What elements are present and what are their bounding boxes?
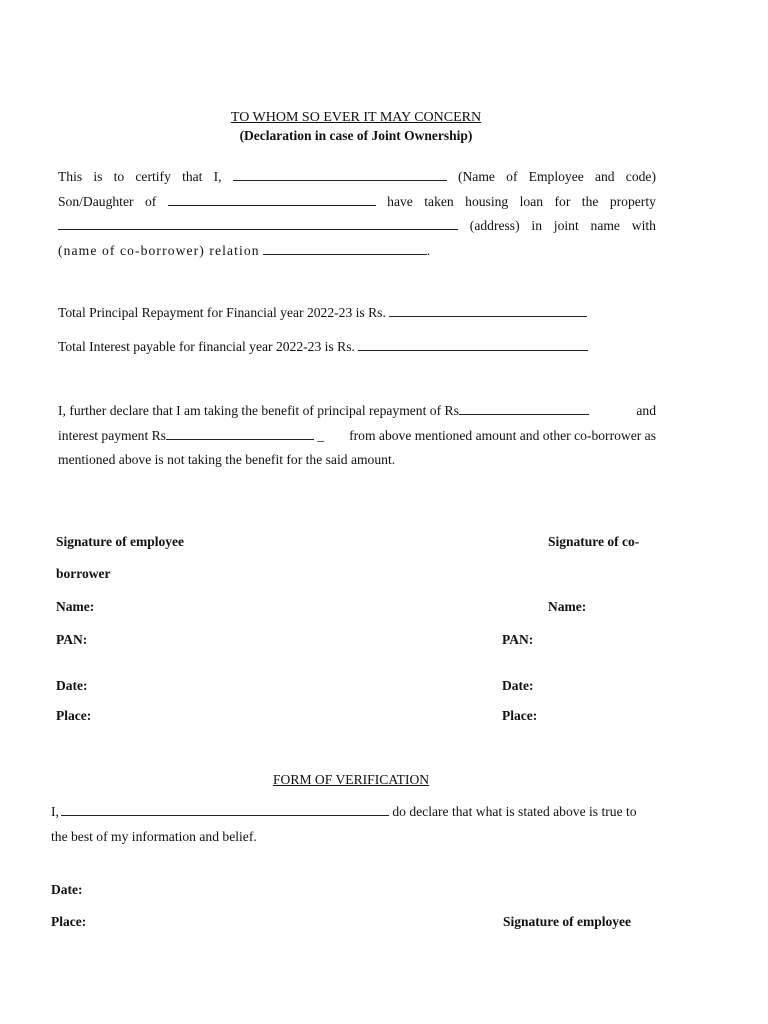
- further-line-2: [58, 428, 656, 453]
- interest-benefit-blank[interactable]: [166, 428, 314, 440]
- further-declaration: [58, 403, 656, 477]
- verification-line-2: the best of my information and belief.: [51, 829, 257, 844]
- employee-place-label: Place:: [56, 708, 92, 723]
- co-borrower-name-label: Name:: [548, 599, 587, 614]
- verification-date-label: Date:: [51, 882, 83, 897]
- certify-paragraph: [58, 169, 656, 267]
- word: the: [581, 193, 599, 209]
- word: name: [590, 218, 620, 233]
- employee-name-label: Name:: [56, 599, 95, 614]
- principal-label: Total Principal Repayment for Financial year 2022-23 is Rs.: [58, 305, 386, 320]
- word: that: [182, 169, 203, 184]
- co-borrower-signature-label: Signature of co-: [548, 534, 640, 549]
- word: I,: [213, 169, 222, 184]
- employee-pan-label: PAN:: [56, 632, 88, 647]
- further-line-1: [58, 403, 656, 428]
- word: taken: [424, 193, 454, 209]
- word: (address): [469, 218, 520, 233]
- verification-title: FORM OF VERIFICATION: [273, 772, 430, 787]
- word: and: [594, 169, 615, 184]
- word: loan: [519, 193, 544, 209]
- employee-name-blank[interactable]: [233, 169, 447, 181]
- co-borrower-signature-label-cont: borrower: [56, 566, 111, 581]
- word: joint: [553, 218, 579, 233]
- word: Son/Daughter: [58, 193, 134, 209]
- further-line-3: [58, 452, 656, 477]
- verification-line-1: [51, 804, 637, 820]
- word: in: [531, 218, 542, 233]
- word: of: [506, 169, 518, 184]
- certify-line-4: [58, 243, 656, 268]
- co-borrower-date-label: Date:: [502, 678, 534, 693]
- period: .: [426, 242, 431, 258]
- further-line-2-end: from above mentioned amount and other co-borrower as: [349, 427, 656, 443]
- co-borrower-place-label: Place:: [502, 708, 538, 723]
- relation-blank[interactable]: [263, 243, 427, 255]
- word: to: [113, 169, 125, 184]
- declarant-name-blank[interactable]: [61, 804, 389, 816]
- principal-amount-blank[interactable]: [389, 305, 587, 317]
- word: housing: [465, 193, 509, 209]
- verification-signature-label: Signature of employee: [503, 914, 631, 929]
- word: is: [93, 169, 103, 184]
- word: property: [609, 193, 656, 209]
- interest-payable-line: [58, 339, 588, 355]
- word: for: [554, 193, 571, 209]
- interest-label: Total Interest payable for financial year 2022-23 is Rs.: [58, 339, 355, 354]
- address-blank[interactable]: [58, 218, 458, 230]
- co-borrower-pan-label: PAN:: [502, 632, 534, 647]
- word: I,: [51, 804, 59, 819]
- verification-place-label: Place:: [51, 914, 87, 929]
- principal-repayment-line: [58, 305, 587, 321]
- word: of: [144, 193, 157, 209]
- verification-statement: do declare that what is stated above is true to: [392, 804, 637, 819]
- certify-line-2: [58, 194, 656, 219]
- certify-line-3: [58, 218, 656, 243]
- word: and: [636, 403, 656, 418]
- word: code): [625, 169, 656, 184]
- page-title: TO WHOM SO EVER IT MAY CONCERN: [230, 110, 482, 125]
- interest-benefit-label: interest payment Rs: [58, 427, 166, 443]
- employee-date-label: Date:: [56, 678, 88, 693]
- underscore: _: [317, 427, 325, 443]
- interest-amount-blank[interactable]: [358, 339, 588, 351]
- principal-benefit-blank[interactable]: [459, 403, 589, 415]
- page-subtitle: (Declaration in case of Joint Ownership): [239, 128, 473, 143]
- further-line-1-text: [58, 403, 589, 419]
- certify-line-1: [58, 169, 656, 194]
- word: This: [58, 169, 83, 184]
- co-borrower-relation-label: (name of co-borrower) relation: [58, 242, 260, 258]
- employee-signature-label: Signature of employee: [56, 534, 184, 549]
- word: have: [387, 193, 413, 209]
- principal-benefit-label: I, further declare that I am taking the benefit of principal repayment of Rs: [58, 403, 459, 418]
- parent-name-blank[interactable]: [168, 194, 376, 206]
- word: Employee: [528, 169, 584, 184]
- word: (Name: [457, 169, 495, 184]
- word: certify: [135, 169, 171, 184]
- word: with: [631, 218, 656, 233]
- further-line-3-text: mentioned above is not taking the benefit for the said amount.: [58, 452, 396, 467]
- further-line-2-start: [58, 428, 324, 444]
